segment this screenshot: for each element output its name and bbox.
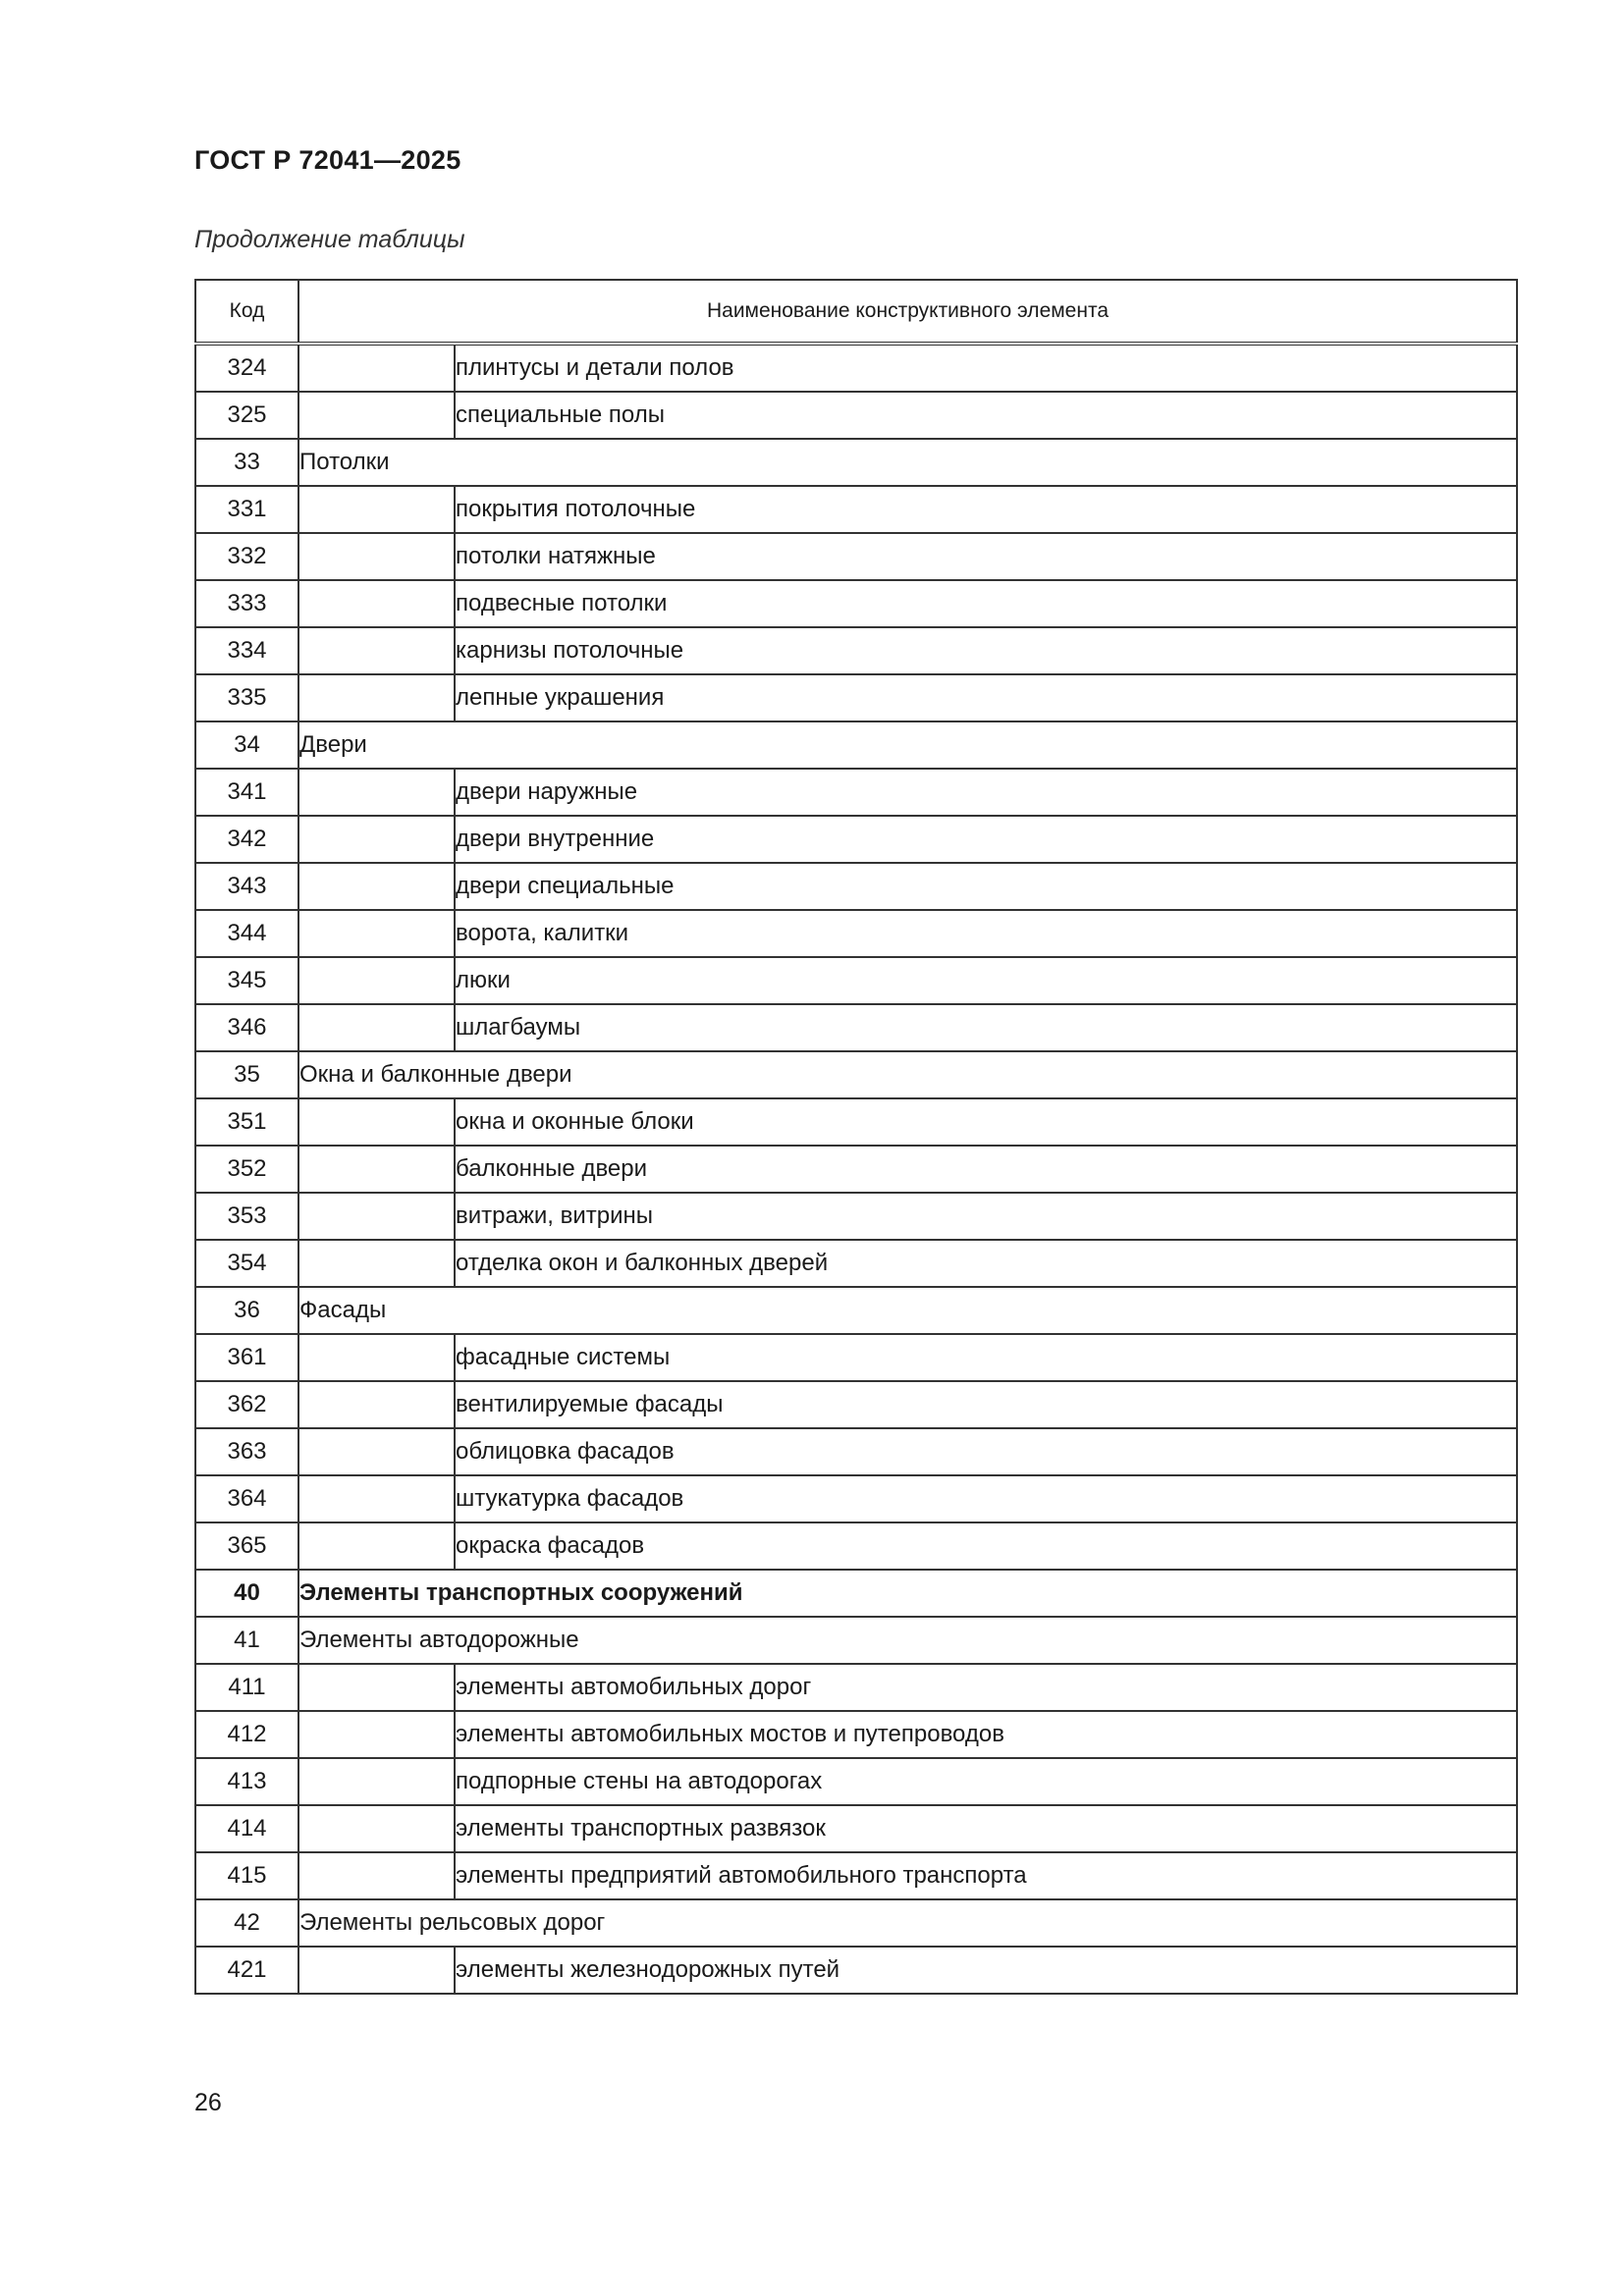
row-code: 365 <box>195 1522 298 1570</box>
row-code: 42 <box>195 1899 298 1947</box>
row-code: 325 <box>195 392 298 439</box>
row-code: 421 <box>195 1947 298 1994</box>
row-name: окраска фасадов <box>455 1522 1517 1570</box>
table-row <box>195 533 1517 580</box>
table-row <box>195 1334 1517 1381</box>
row-name: Потолки <box>298 439 1517 486</box>
table-row <box>195 486 1517 533</box>
row-indent-cell <box>298 1004 455 1051</box>
row-code: 351 <box>195 1098 298 1146</box>
table-row <box>195 1711 1517 1758</box>
table-row <box>195 1287 1517 1334</box>
header-name: Наименование конструктивного элемента <box>298 280 1517 344</box>
row-code: 41 <box>195 1617 298 1664</box>
row-code: 361 <box>195 1334 298 1381</box>
row-indent-cell <box>298 1947 455 1994</box>
row-code: 341 <box>195 769 298 816</box>
row-code: 35 <box>195 1051 298 1098</box>
row-indent-cell <box>298 910 455 957</box>
row-name: специальные полы <box>455 392 1517 439</box>
row-indent-cell <box>298 1664 455 1711</box>
row-indent-cell <box>298 1475 455 1522</box>
row-code: 352 <box>195 1146 298 1193</box>
row-name: ворота, калитки <box>455 910 1517 957</box>
table-row <box>195 1051 1517 1098</box>
row-name: фасадные системы <box>455 1334 1517 1381</box>
row-indent-cell <box>298 1193 455 1240</box>
table-body <box>195 344 1517 1994</box>
row-name: элементы транспортных развязок <box>455 1805 1517 1852</box>
row-code: 36 <box>195 1287 298 1334</box>
table-row <box>195 1428 1517 1475</box>
table-row <box>195 1146 1517 1193</box>
row-name: элементы автомобильных дорог <box>455 1664 1517 1711</box>
row-name: элементы предприятий автомобильного транспорта <box>455 1852 1517 1899</box>
row-name: лепные украшения <box>455 674 1517 721</box>
table-row <box>195 344 1517 392</box>
row-name: окна и оконные блоки <box>455 1098 1517 1146</box>
row-code: 40 <box>195 1570 298 1617</box>
table-row <box>195 674 1517 721</box>
row-code: 362 <box>195 1381 298 1428</box>
row-name: элементы автомобильных мостов и путепроводов <box>455 1711 1517 1758</box>
table-row <box>195 957 1517 1004</box>
row-code: 353 <box>195 1193 298 1240</box>
table-row <box>195 1004 1517 1051</box>
row-code: 343 <box>195 863 298 910</box>
row-indent-cell <box>298 627 455 674</box>
table-row <box>195 580 1517 627</box>
row-name: витражи, витрины <box>455 1193 1517 1240</box>
row-code: 414 <box>195 1805 298 1852</box>
table-row <box>195 1805 1517 1852</box>
row-indent-cell <box>298 344 455 392</box>
row-indent-cell <box>298 1381 455 1428</box>
table-row <box>195 1617 1517 1664</box>
row-code: 342 <box>195 816 298 863</box>
row-indent-cell <box>298 1098 455 1146</box>
table-row <box>195 1758 1517 1805</box>
row-name: двери специальные <box>455 863 1517 910</box>
row-indent-cell <box>298 1711 455 1758</box>
table-row <box>195 439 1517 486</box>
table-row <box>195 721 1517 769</box>
row-name: плинтусы и детали полов <box>455 344 1517 392</box>
table-row <box>195 769 1517 816</box>
row-code: 415 <box>195 1852 298 1899</box>
document-header: ГОСТ Р 72041—2025 <box>194 145 461 175</box>
row-name: балконные двери <box>455 1146 1517 1193</box>
table-row <box>195 816 1517 863</box>
row-name: двери наружные <box>455 769 1517 816</box>
row-indent-cell <box>298 1428 455 1475</box>
table-row <box>195 863 1517 910</box>
row-name: Фасады <box>298 1287 1517 1334</box>
row-indent-cell <box>298 957 455 1004</box>
table-row <box>195 627 1517 674</box>
row-indent-cell <box>298 1146 455 1193</box>
row-indent-cell <box>298 816 455 863</box>
row-name: подпорные стены на автодорогах <box>455 1758 1517 1805</box>
row-code: 333 <box>195 580 298 627</box>
row-name: подвесные потолки <box>455 580 1517 627</box>
table-header-row <box>195 280 1517 344</box>
row-indent-cell <box>298 769 455 816</box>
row-name: покрытия потолочные <box>455 486 1517 533</box>
row-indent-cell <box>298 392 455 439</box>
table-row <box>195 392 1517 439</box>
row-name: штукатурка фасадов <box>455 1475 1517 1522</box>
row-name: двери внутренние <box>455 816 1517 863</box>
table-row <box>195 1899 1517 1947</box>
row-indent-cell <box>298 1852 455 1899</box>
row-code: 334 <box>195 627 298 674</box>
row-name: Элементы рельсовых дорог <box>298 1899 1517 1947</box>
row-name: Элементы транспортных сооружений <box>298 1570 1517 1617</box>
row-indent-cell <box>298 1240 455 1287</box>
row-code: 354 <box>195 1240 298 1287</box>
row-code: 324 <box>195 344 298 392</box>
row-indent-cell <box>298 580 455 627</box>
page-number: 26 <box>194 2089 222 2116</box>
table-row <box>195 1664 1517 1711</box>
row-name: Элементы автодорожные <box>298 1617 1517 1664</box>
table-row <box>195 1098 1517 1146</box>
table-row <box>195 1947 1517 1994</box>
row-code: 364 <box>195 1475 298 1522</box>
row-code: 412 <box>195 1711 298 1758</box>
row-indent-cell <box>298 533 455 580</box>
table-row <box>195 1522 1517 1570</box>
row-name: потолки натяжные <box>455 533 1517 580</box>
table-caption: Продолжение таблицы <box>194 226 465 253</box>
row-name: отделка окон и балконных дверей <box>455 1240 1517 1287</box>
row-indent-cell <box>298 674 455 721</box>
row-indent-cell <box>298 1758 455 1805</box>
row-indent-cell <box>298 1334 455 1381</box>
row-indent-cell <box>298 1805 455 1852</box>
row-code: 332 <box>195 533 298 580</box>
row-name: облицовка фасадов <box>455 1428 1517 1475</box>
row-code: 413 <box>195 1758 298 1805</box>
table-row <box>195 1381 1517 1428</box>
row-name: шлагбаумы <box>455 1004 1517 1051</box>
row-code: 345 <box>195 957 298 1004</box>
row-code: 331 <box>195 486 298 533</box>
row-name: люки <box>455 957 1517 1004</box>
elements-table <box>194 279 1518 1995</box>
table-row <box>195 1193 1517 1240</box>
row-code: 335 <box>195 674 298 721</box>
row-code: 33 <box>195 439 298 486</box>
table-row <box>195 1240 1517 1287</box>
row-code: 346 <box>195 1004 298 1051</box>
row-code: 411 <box>195 1664 298 1711</box>
row-name: вентилируемые фасады <box>455 1381 1517 1428</box>
row-indent-cell <box>298 486 455 533</box>
row-name: Двери <box>298 721 1517 769</box>
row-indent-cell <box>298 863 455 910</box>
row-name: карнизы потолочные <box>455 627 1517 674</box>
row-code: 344 <box>195 910 298 957</box>
row-indent-cell <box>298 1522 455 1570</box>
row-code: 363 <box>195 1428 298 1475</box>
row-code: 34 <box>195 721 298 769</box>
table-row <box>195 1475 1517 1522</box>
header-code: Код <box>195 280 298 344</box>
table-row <box>195 1570 1517 1617</box>
row-name: элементы железнодорожных путей <box>455 1947 1517 1994</box>
row-name: Окна и балконные двери <box>298 1051 1517 1098</box>
table-row <box>195 910 1517 957</box>
table-row <box>195 1852 1517 1899</box>
